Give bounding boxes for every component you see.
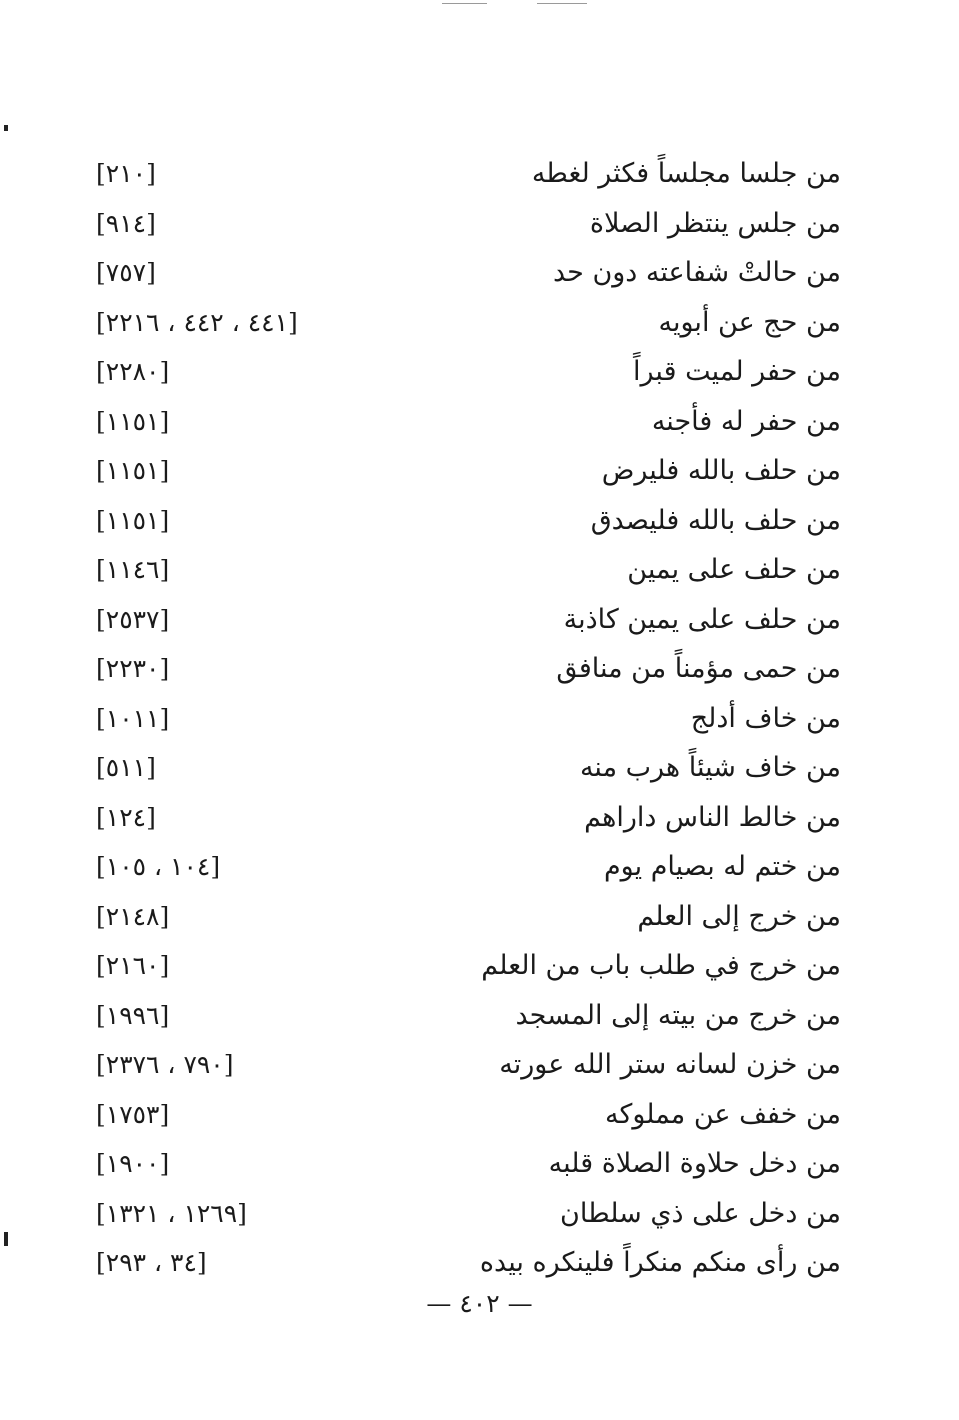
index-entry bbox=[0, 800, 959, 850]
hadith-text: من خفف عن مملوكه bbox=[604, 1098, 841, 1130]
top-rule-right bbox=[537, 3, 587, 4]
index-entry bbox=[0, 998, 959, 1048]
hadith-refs: [٣٤ ، ٢٩٣] bbox=[96, 1248, 207, 1277]
hadith-text: من حلف بالله فليرض bbox=[601, 455, 841, 486]
hadith-refs: [١١٥١] bbox=[96, 456, 170, 485]
index-entry bbox=[0, 651, 959, 701]
hadith-text: من دخل حلاوة الصلاة قلبه bbox=[548, 1148, 841, 1179]
hadith-refs: [٩١٤] bbox=[96, 208, 156, 238]
hadith-refs: [٧٩٠ ، ٢٣٧٦] bbox=[96, 1050, 234, 1079]
hadith-text: من حلف على يمين bbox=[627, 554, 841, 585]
hadith-refs: [١٩٠٠] bbox=[96, 1149, 170, 1178]
hadith-refs: [٢١٦٠] bbox=[96, 951, 170, 980]
hadith-refs: [٢١٠] bbox=[96, 159, 156, 188]
hadith-text: من دخل على ذي سلطان bbox=[560, 1197, 841, 1229]
hadith-refs: [١٩٩٦] bbox=[96, 1000, 170, 1030]
index-entry bbox=[0, 701, 959, 751]
hadith-text: من خاف أدلج bbox=[690, 702, 841, 734]
hadith-text: من حمى مؤمناً من منافق bbox=[556, 653, 841, 684]
hadith-text: من رأى منكم منكراً فلينكره بيده bbox=[479, 1247, 841, 1278]
index-entry bbox=[0, 1196, 959, 1246]
index-entry bbox=[0, 948, 959, 998]
hadith-refs: [٥١١] bbox=[96, 753, 156, 782]
index-entry bbox=[0, 602, 959, 652]
hadith-text: من حلف على يمين كاذبة bbox=[563, 603, 841, 635]
hadith-refs: [٧٥٧] bbox=[96, 258, 156, 287]
hadith-text: من خرج إلى العلم bbox=[637, 900, 841, 932]
hadith-refs: [١٠٤ ، ١٠٥] bbox=[96, 852, 221, 881]
hadith-refs: [١٧٥٣] bbox=[96, 1099, 170, 1129]
hadith-refs: [٢٥٣٧] bbox=[96, 604, 170, 634]
index-entry bbox=[0, 305, 959, 355]
index-entry bbox=[0, 156, 959, 206]
hadith-refs: [٤٤١ ، ٤٤٢ ، ٢٢١٦] bbox=[96, 307, 298, 337]
hadith-text: من خرج في طلب باب من العلم bbox=[481, 950, 841, 981]
hadith-text: من خاف شيئاً هرب منه bbox=[579, 752, 841, 783]
index-entry bbox=[0, 404, 959, 454]
index-entry bbox=[0, 255, 959, 305]
index-entry bbox=[0, 503, 959, 553]
index-entry bbox=[0, 453, 959, 503]
top-rule-left bbox=[442, 3, 487, 4]
hadith-refs: [١١٥١] bbox=[96, 406, 170, 436]
hadith-refs: [١١٤٦] bbox=[96, 555, 170, 584]
hadith-text: من خزن لسانه ستر الله عورته bbox=[499, 1049, 841, 1080]
index-entry bbox=[0, 1146, 959, 1196]
hadith-text: من جلس ينتظر الصلاة bbox=[589, 207, 841, 239]
hadith-refs: [١٢٦٩ ، ١٣٢١] bbox=[96, 1198, 247, 1228]
hadith-refs: [١١٥١] bbox=[96, 505, 170, 535]
index-entry bbox=[0, 1047, 959, 1097]
hadith-text: من خالط الناس داراهم bbox=[584, 801, 841, 833]
hadith-text: من حالتْ شفاعته دون حد bbox=[553, 257, 841, 288]
hadith-text: من حلف بالله فليصدق bbox=[590, 504, 841, 536]
hadith-text: من جلسا مجلساً فكثر لغطه bbox=[531, 158, 841, 189]
margin-mark-top bbox=[4, 125, 8, 131]
index-entry bbox=[0, 849, 959, 899]
hadith-text: من حفر لميت قبراً bbox=[633, 356, 841, 387]
hadith-refs: [٢٢٨٠] bbox=[96, 357, 170, 386]
index-entry bbox=[0, 750, 959, 800]
hadith-text: من ختم له بصيام يوم bbox=[603, 851, 841, 882]
hadith-refs: [١٠١١] bbox=[96, 703, 170, 733]
page-number: — ٤٠٢ — bbox=[426, 1289, 533, 1318]
hadith-refs: [٢٢٣٠] bbox=[96, 654, 170, 683]
index-entry bbox=[0, 899, 959, 949]
hadith-text: من خرج من بيته إلى المسجد bbox=[515, 999, 841, 1031]
hadith-refs: [٢١٤٨] bbox=[96, 901, 170, 931]
index-entry bbox=[0, 354, 959, 404]
hadith-refs: [١٢٤] bbox=[96, 802, 156, 832]
index-entry bbox=[0, 206, 959, 256]
index-entry bbox=[0, 1097, 959, 1147]
hadith-text: من حفر له فأجنه bbox=[651, 405, 841, 437]
index-entry bbox=[0, 552, 959, 602]
hadith-text: من حج عن أبويه bbox=[658, 306, 841, 338]
